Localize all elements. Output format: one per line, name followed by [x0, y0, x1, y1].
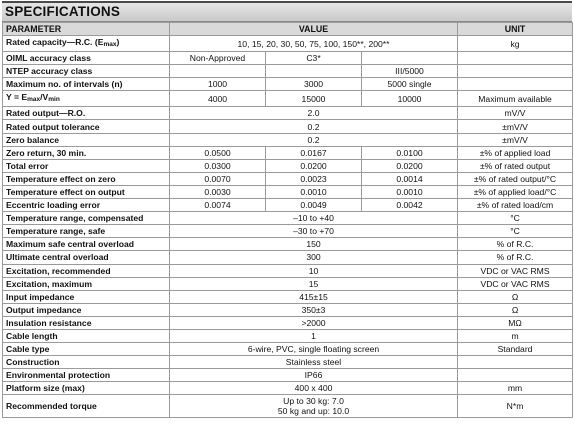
value-cell — [170, 212, 458, 225]
table-row — [3, 120, 573, 133]
parameter-subscript: max — [103, 41, 117, 49]
unit-cell: ±% of rated output/°C — [458, 172, 573, 185]
value-cell-v2: 15000 — [266, 91, 362, 107]
value-cell — [170, 225, 458, 238]
value-text: 300 — [306, 252, 321, 263]
parameter-text: Total error — [6, 160, 49, 171]
value-cell-v3: 0.0010 — [362, 185, 458, 198]
parameter-text: Cable type — [6, 344, 50, 355]
header-parameter: PARAMETER — [3, 23, 170, 36]
unit-cell: ±% of rated output — [458, 159, 573, 172]
parameter-text: Insulation resistance — [6, 317, 92, 328]
parameter-text: Excitation, maximum — [6, 278, 92, 289]
value-text: IP66 — [304, 370, 323, 381]
value-cell-v2: C3* — [266, 52, 362, 65]
value-text: >2000 — [301, 317, 326, 328]
value-cell-v2: 0.0023 — [266, 172, 362, 185]
parameter-cell — [3, 225, 170, 238]
table-row — [3, 343, 573, 356]
parameter-text: Temperature effect on zero — [6, 173, 116, 184]
table-row — [3, 277, 573, 290]
value-cell — [170, 369, 458, 382]
parameter-cell — [3, 290, 170, 303]
table-header-row — [3, 23, 573, 36]
value-text: 6-wire, PVC, single floating screen — [247, 344, 380, 355]
unit-cell: m — [458, 329, 573, 342]
parameter-cell — [3, 199, 170, 212]
value-text: 10, 15, 20, 30, 50, 75, 100, 150**, 200** — [237, 38, 390, 49]
value-cell — [170, 264, 458, 277]
parameter-text: OIML accuracy class — [6, 53, 91, 64]
parameter-cell — [3, 369, 170, 382]
value-cell — [170, 36, 458, 52]
unit-cell: N*m — [458, 395, 573, 418]
value-cell-v2: 0.0049 — [266, 199, 362, 212]
unit-cell: ±mV/V — [458, 133, 573, 146]
parameter-text: Construction — [6, 357, 60, 368]
value-cell — [170, 343, 458, 356]
parameter-text: Rated output—R.O. — [6, 108, 86, 119]
parameter-cell — [3, 238, 170, 251]
parameter-text: Rated output tolerance — [6, 121, 100, 132]
parameter-text: Rated capacity—R.C. (E — [6, 37, 104, 48]
parameter-cell — [3, 172, 170, 185]
value-text: 400 x 400 — [294, 383, 333, 394]
table-row — [3, 316, 573, 329]
parameter-cell — [3, 91, 170, 107]
value-cell-v2: 0.0200 — [266, 159, 362, 172]
value-cell-v1: 0.0070 — [170, 172, 266, 185]
value-cell-v1: 0.0030 — [170, 185, 266, 198]
parameter-text: Platform size (max) — [6, 383, 85, 394]
value-cell-v3: 5000 single — [362, 78, 458, 91]
unit-cell: MΩ — [458, 316, 573, 329]
value-text: –10 to +40 — [293, 213, 334, 224]
table-row — [3, 36, 573, 52]
table-row — [3, 107, 573, 120]
table-row — [3, 212, 573, 225]
table-row — [3, 395, 573, 418]
table-row — [3, 225, 573, 238]
value-cell — [170, 382, 458, 395]
value-cell-v3: 0.0200 — [362, 159, 458, 172]
value-cell-v2: 3000 — [266, 78, 362, 91]
parameter-cell — [3, 277, 170, 290]
table-row — [3, 356, 573, 369]
table-row — [3, 251, 573, 264]
table-row — [3, 91, 573, 107]
value-text: 0.2 — [307, 121, 320, 132]
value-cell — [170, 133, 458, 146]
parameter-text: Eccentric loading error — [6, 200, 101, 211]
value-cell — [170, 251, 458, 264]
value-text: 2.0 — [307, 108, 320, 119]
value-text: 10 — [308, 265, 319, 276]
parameter-cell — [3, 65, 170, 78]
table-row — [3, 185, 573, 198]
value-cell — [170, 329, 458, 342]
unit-cell: °C — [458, 225, 573, 238]
unit-cell: VDC or VAC RMS — [458, 277, 573, 290]
table-row — [3, 290, 573, 303]
table-row — [3, 238, 573, 251]
parameter-cell — [3, 78, 170, 91]
value-cell-v1: 4000 — [170, 91, 266, 107]
parameter-text: Output impedance — [6, 304, 82, 315]
unit-cell — [458, 356, 573, 369]
unit-cell: ±% of rated load/cm — [458, 199, 573, 212]
specifications-table — [2, 22, 573, 418]
parameter-cell — [3, 36, 170, 52]
parameter-cell — [3, 185, 170, 198]
value-cell — [170, 356, 458, 369]
unit-cell: Ω — [458, 290, 573, 303]
parameter-subscript: max — [27, 96, 41, 104]
unit-cell: Standard — [458, 343, 573, 356]
table-row — [3, 382, 573, 395]
value-cell — [170, 290, 458, 303]
unit-cell — [458, 65, 573, 78]
unit-cell — [458, 52, 573, 65]
table-row — [3, 329, 573, 342]
parameter-cell — [3, 52, 170, 65]
value-text: 0.2 — [307, 134, 320, 145]
value-text: Stainless steel — [285, 357, 342, 368]
parameter-cell — [3, 120, 170, 133]
value-cell-v3: 0.0100 — [362, 146, 458, 159]
parameter-text: Y = E — [6, 92, 28, 103]
table-row — [3, 172, 573, 185]
table-row — [3, 65, 573, 78]
parameter-cell — [3, 343, 170, 356]
section-title: SPECIFICATIONS — [2, 1, 572, 22]
unit-cell: Maximum available — [458, 91, 573, 107]
value-cell-v3: 10000 — [362, 91, 458, 107]
header-value: VALUE — [170, 23, 458, 36]
unit-cell: °C — [458, 212, 573, 225]
value-cell — [170, 107, 458, 120]
value-cell-v3: 0.0014 — [362, 172, 458, 185]
table-row — [3, 303, 573, 316]
parameter-cell — [3, 264, 170, 277]
parameter-text: Zero return, 30 min. — [6, 147, 87, 158]
parameter-cell — [3, 316, 170, 329]
value-text: 15 — [308, 278, 319, 289]
value-cell — [170, 303, 458, 316]
value-text: –30 to +70 — [293, 226, 334, 237]
parameter-text: /V — [40, 92, 49, 103]
value-text: Up to 30 kg: 7.0 — [283, 396, 344, 407]
value-cell — [170, 277, 458, 290]
table-row — [3, 78, 573, 91]
value-text: 350±3 — [301, 304, 326, 315]
parameter-cell — [3, 146, 170, 159]
value-cell-v2: 0.0167 — [266, 146, 362, 159]
parameter-text: Maximum safe central overload — [6, 239, 134, 250]
parameter-text: Temperature effect on output — [6, 186, 125, 197]
parameter-subscript: min — [48, 96, 60, 104]
parameter-cell — [3, 329, 170, 342]
table-row — [3, 369, 573, 382]
parameter-text: Maximum no. of intervals (n) — [6, 79, 123, 90]
value-text-line2: 50 kg and up: 10.0 — [277, 406, 350, 417]
value-cell — [170, 395, 458, 418]
value-cell-v1: 0.0074 — [170, 199, 266, 212]
value-cell-v1 — [170, 65, 266, 78]
unit-cell: mm — [458, 382, 573, 395]
unit-cell: ±% of applied load — [458, 146, 573, 159]
specifications-panel — [2, 1, 572, 418]
parameter-text: Zero balance — [6, 134, 60, 145]
value-cell — [170, 120, 458, 133]
unit-cell: VDC or VAC RMS — [458, 264, 573, 277]
parameter-text: Recommended torque — [6, 401, 97, 412]
unit-cell: ±mV/V — [458, 120, 573, 133]
parameter-cell — [3, 159, 170, 172]
unit-cell: kg — [458, 36, 573, 52]
value-cell-v3: 0.0042 — [362, 199, 458, 212]
value-cell-v3 — [362, 52, 458, 65]
unit-cell — [458, 78, 573, 91]
parameter-cell — [3, 251, 170, 264]
value-text: 1 — [311, 331, 316, 342]
value-cell-v1: Non-Approved — [170, 52, 266, 65]
parameter-text: Cable length — [6, 331, 58, 342]
value-cell-v3: III/5000 — [362, 65, 458, 78]
parameter-cell — [3, 107, 170, 120]
table-row — [3, 146, 573, 159]
unit-cell: % of R.C. — [458, 238, 573, 251]
unit-cell: ±% of applied load/°C — [458, 185, 573, 198]
value-cell — [170, 238, 458, 251]
value-text: 150 — [306, 239, 321, 250]
parameter-text: Ultimate central overload — [6, 252, 109, 263]
value-cell-v2 — [266, 65, 362, 78]
parameter-text: Environmental protection — [6, 370, 111, 381]
parameter-text: NTEP accuracy class — [6, 66, 93, 77]
table-row — [3, 264, 573, 277]
parameter-cell — [3, 133, 170, 146]
table-row — [3, 52, 573, 65]
parameter-cell — [3, 382, 170, 395]
parameter-text: Input impedance — [6, 291, 75, 302]
value-cell — [170, 316, 458, 329]
parameter-text: Excitation, recommended — [6, 265, 111, 276]
table-row — [3, 133, 573, 146]
table-row — [3, 199, 573, 212]
parameter-cell — [3, 212, 170, 225]
parameter-text: Temperature range, compensated — [6, 213, 144, 224]
value-text: 415±15 — [299, 291, 328, 302]
value-cell-v1: 0.0500 — [170, 146, 266, 159]
parameter-text: Temperature range, safe — [6, 226, 106, 237]
parameter-cell — [3, 303, 170, 316]
parameter-cell — [3, 356, 170, 369]
header-unit: UNIT — [458, 23, 573, 36]
unit-cell: % of R.C. — [458, 251, 573, 264]
parameter-text: ) — [116, 37, 120, 48]
unit-cell: Ω — [458, 303, 573, 316]
unit-cell — [458, 369, 573, 382]
value-cell-v1: 1000 — [170, 78, 266, 91]
value-cell-v2: 0.0010 — [266, 185, 362, 198]
table-row — [3, 159, 573, 172]
value-cell-v1: 0.0300 — [170, 159, 266, 172]
unit-cell: mV/V — [458, 107, 573, 120]
parameter-cell — [3, 395, 170, 418]
